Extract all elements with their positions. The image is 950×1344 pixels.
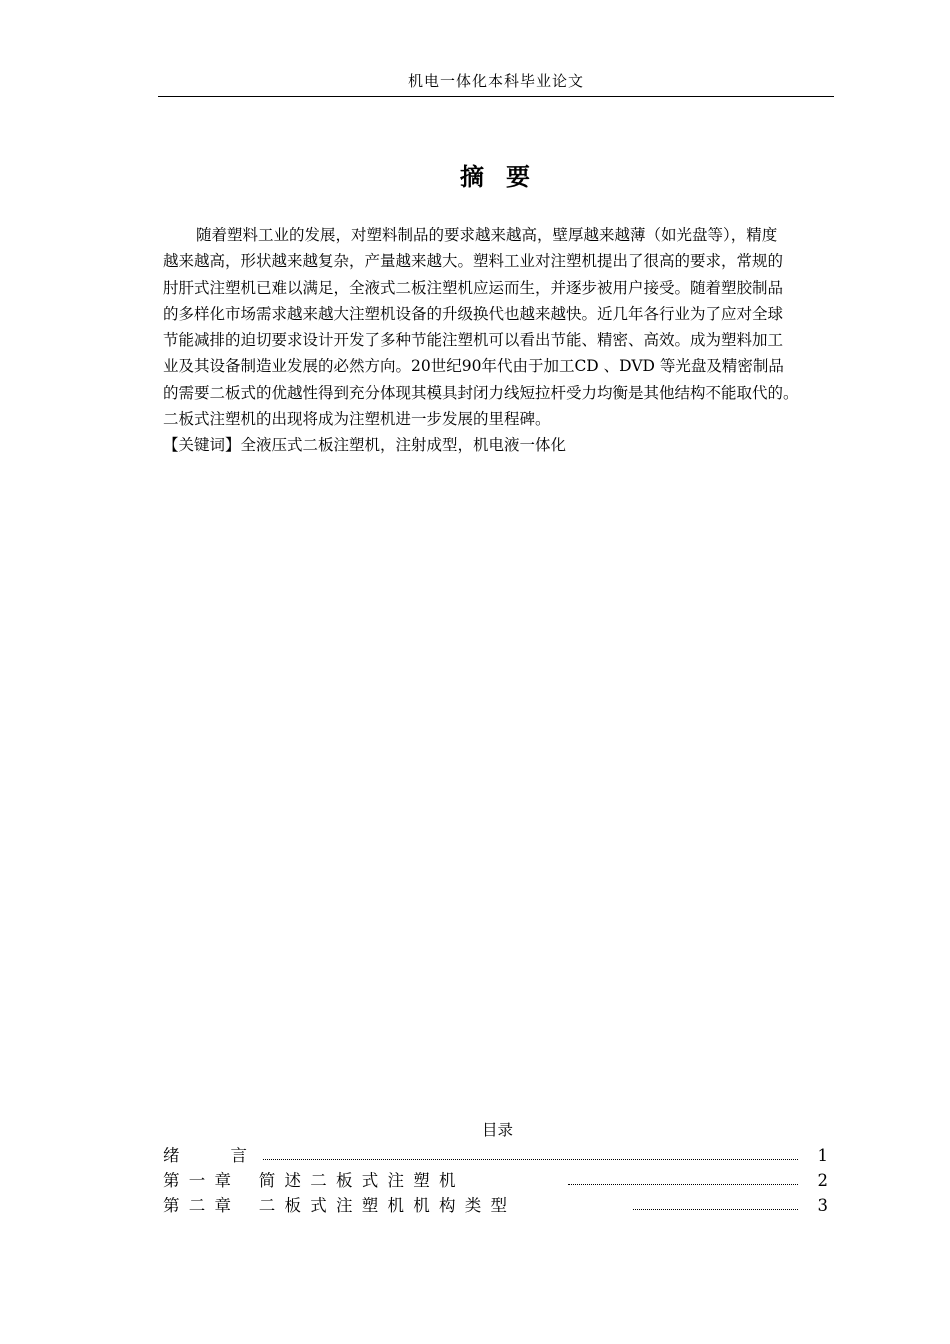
abstract-line: 业及其设备制造业发展的必然方向。20世纪90年代由于加工CD 、DVD 等光盘及精密制品 xyxy=(163,357,784,376)
abstract-title xyxy=(0,157,950,192)
table-of-contents xyxy=(163,1143,828,1218)
toc-entry-label: 第 一 章 简 述 二 板 式 注 塑 机 xyxy=(163,1171,458,1190)
toc-leader-dots xyxy=(633,1209,798,1210)
abstract-line: 随着塑料工业的发展，对塑料制品的要求越来越高，壁厚越来越薄（如光盘等），精度 xyxy=(196,226,778,244)
abstract-title-char-1: 摘 xyxy=(460,163,484,191)
abstract-body xyxy=(163,222,853,459)
toc-leader-dots xyxy=(568,1184,798,1185)
abstract-line: 二板式注塑机的出现将成为注塑机进一步发展的里程碑。 xyxy=(163,410,551,429)
running-header: 机电一体化本科毕业论文 xyxy=(407,72,584,90)
toc-entry-label: 绪 言 xyxy=(163,1146,253,1165)
abstract-title-char-2: 要 xyxy=(506,163,530,191)
toc-entry[interactable] xyxy=(163,1193,828,1218)
toc-entry[interactable] xyxy=(163,1168,828,1193)
abstract-line: 越来越高，形状越来越复杂，产量越来越大。塑料工业对注塑机提出了很高的要求，常规的 xyxy=(163,252,784,271)
abstract-line: 的多样化市场需求越来越大注塑机设备的升级换代也越来越快。近几年各行业为了应对全球 xyxy=(163,304,784,323)
header-rule xyxy=(158,96,834,97)
toc-page-number: 2 xyxy=(817,1171,828,1190)
toc-entry-label: 第 二 章 二 板 式 注 塑 机 机 构 类 型 xyxy=(163,1196,509,1215)
abstract-line: 肘肝式注塑机已难以满足，全液式二板注塑机应运而生，并逐步被用户接受。随着塑胶制品 xyxy=(163,278,784,297)
toc-entry[interactable] xyxy=(163,1143,828,1168)
keywords-line: 【关键词】全液压式二板注塑机，注射成型，机电液一体化 xyxy=(163,436,567,455)
toc-title: 目录 xyxy=(481,1121,513,1139)
toc-leader-dots xyxy=(263,1159,798,1160)
abstract-line: 的需要二板式的优越性得到充分体现其模具封闭力线短拉杆受力均衡是其他结构不能取代的。 xyxy=(163,383,799,402)
abstract-line: 节能减排的迫切要求设计开发了多种节能注塑机可以看出节能、精密、高效。成为塑料加工 xyxy=(163,331,784,350)
toc-page-number: 3 xyxy=(817,1196,828,1215)
toc-page-number: 1 xyxy=(817,1146,828,1165)
